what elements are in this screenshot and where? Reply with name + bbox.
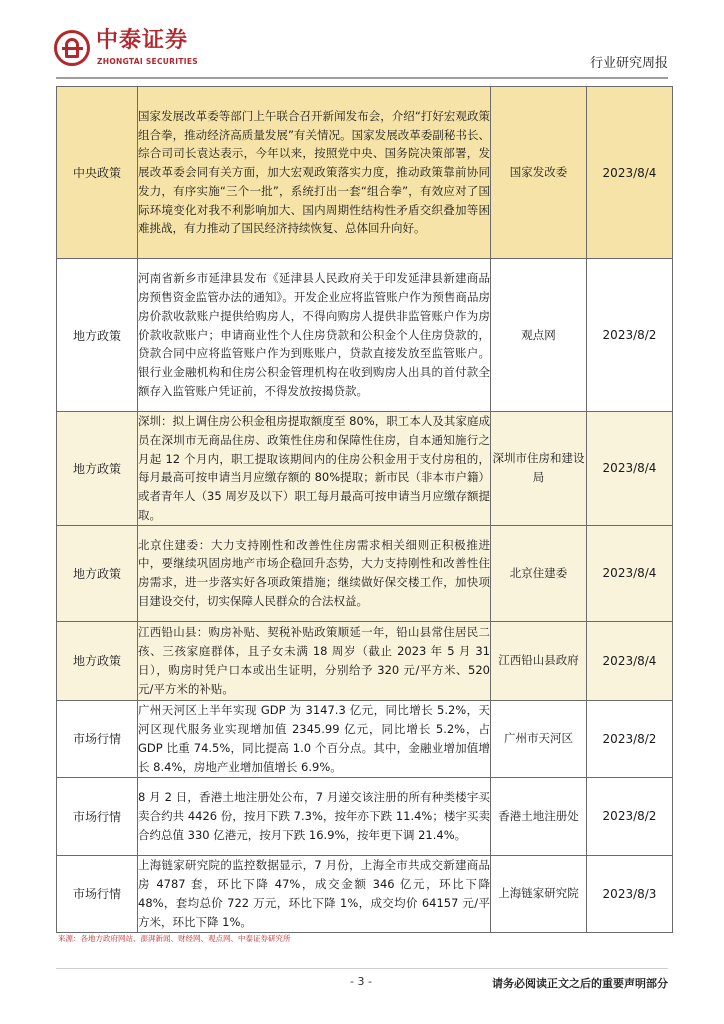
table-row <box>57 855 673 932</box>
date-cell: 2023/8/2 <box>587 777 673 855</box>
category-cell: 地方政策 <box>57 412 138 526</box>
source-note: 来源：各地方政府网站、澎湃新闻、财经网、观点网、中泰证券研究所 <box>58 934 291 943</box>
category-cell: 地方政策 <box>57 525 138 621</box>
content-cell: 上海链家研究院的监控数据显示，7 月份，上海全市共成交新建商品房 4787 套，环比下降 47%，成交金额 346 亿元，环比下降 48%，套均总价 722 万元，环比下降 1%，成交均价 64157 元/平方米，环比下降 1%。 <box>138 855 491 932</box>
table-row <box>57 700 673 777</box>
category-cell: 市场行情 <box>57 777 138 855</box>
category-cell: 市场行情 <box>57 700 138 777</box>
table-row <box>57 259 673 412</box>
date-cell: 2023/8/2 <box>587 700 673 777</box>
source-cell: 上海链家研究院 <box>491 855 587 932</box>
source-cell: 香港土地注册处 <box>491 777 587 855</box>
source-cell: 观点网 <box>491 259 587 412</box>
date-cell: 2023/8/3 <box>587 855 673 932</box>
source-cell: 北京住建委 <box>491 525 587 621</box>
source-cell: 江西铅山县政府 <box>491 621 587 700</box>
page-header <box>0 0 724 80</box>
content-cell: 广州天河区上半年实现 GDP 为 3147.3 亿元，同比增长 5.2%，天河区现代服务业实现增加值 2345.99 亿元，同比增长 5.2%，占 GDP 比重 74.5%，同比提高 1.0 个百分点。其中，金融业增加值增长 8.4%，房地产业增加值增长 6.9%。 <box>138 700 491 777</box>
page-number: - 3 - <box>350 975 372 988</box>
brand-name-en: ZHONGTAI SECURITIES <box>97 57 198 66</box>
category-cell: 地方政策 <box>57 621 138 700</box>
table-row <box>57 777 673 855</box>
table-row <box>57 87 673 259</box>
category-cell: 中央政策 <box>57 87 138 259</box>
zhongtai-logo-icon <box>54 30 90 66</box>
header-divider <box>56 77 668 79</box>
date-cell: 2023/8/4 <box>587 621 673 700</box>
disclaimer-text: 请务必阅读正文之后的重要声明部分 <box>492 977 668 990</box>
category-cell: 地方政策 <box>57 259 138 412</box>
date-cell: 2023/8/4 <box>587 412 673 526</box>
content-cell: 深圳：拟上调住房公积金租房提取额度至 80%，职工本人及其家庭成员在深圳市无商品住房、政策性住房和保障性住房，自本通知施行之月起 12 个月内，职工提取该期间内的住房公积金用于支付房租的，每月最高可按申请当月应缴存额的 80%提取；新市民（非本市户籍）或者青年人（35 周岁及以下）职工每月最高可按申请当月应缴存额提取。 <box>138 412 491 526</box>
source-cell: 广州市天河区 <box>491 700 587 777</box>
brand-name-cn: 中泰证券 <box>96 28 189 53</box>
content-cell: 河南省新乡市延津县发布《延津县人民政府关于印发延津县新建商品房预售资金监管办法的通知》。开发企业应将监管账户作为预售商品房房价款收款账户提供给购房人，不得向购房人提供非监管账户作为房价款收款账户；申请商业性个人住房贷款和公积金个人住房贷款的，贷款合同中应将监管账户作为到账账户，贷款直接发放至监管账户。银行业金融机构和住房公积金管理机构在收到购房人出具的首付款全额存入监管账户凭证前，不得发放按揭贷款。 <box>138 259 491 412</box>
date-cell: 2023/8/4 <box>587 525 673 621</box>
table-row <box>57 621 673 700</box>
content-cell: 北京住建委：大力支持刚性和改善性住房需求相关细则正积极推进中，要继续巩固房地产市场企稳回升态势，大力支持刚性和改善性住房需求，进一步落实好各项政策措施；继续做好保交楼工作，加快项目建设交付，切实保障人民群众的合法权益。 <box>138 525 491 621</box>
content-cell: 江西铅山县：购房补贴、契税补贴政策顺延一年，铅山县常住居民二孩、三孩家庭群体，且子女未满 18 周岁（截止 2023 年 5 月 31 日），购房时凭户口本或出生证明，分别给予 320 元/平方米、520 元/平方米的补贴。 <box>138 621 491 700</box>
table-row <box>57 412 673 526</box>
source-cell: 深圳市住房和建设局 <box>491 412 587 526</box>
table-row <box>57 525 673 621</box>
date-cell: 2023/8/4 <box>587 87 673 259</box>
policy-news-table <box>56 86 673 933</box>
report-type-label: 行业研究周报 <box>589 56 668 71</box>
category-cell: 市场行情 <box>57 855 138 932</box>
footer-divider <box>56 968 668 969</box>
content-cell: 8 月 2 日，香港土地注册处公布，7 月递交该注册的所有种类楼宇买卖合约共 4426 份，按月下跌 7.3%，按年亦下跌 11.4%；楼宇买卖合约总值 330 亿港元，按月下跌 16.9%，按年更下调 21.4%。 <box>138 777 491 855</box>
date-cell: 2023/8/2 <box>587 259 673 412</box>
content-cell: 国家发展改革委等部门上午联合召开新闻发布会，介绍“打好宏观政策组合拳，推动经济高质量发展”有关情况。国家发展改革委副秘书长、综合司司长袁达表示，今年以来，按照党中央、国务院决策部署，发展改革委会同有关方面，加大宏观政策落实力度，推动政策靠前协同发力，有序实施“三个一批”，系统打出一套“组合拳”，有效应对了国际环境变化对我不利影响加大、国内周期性结构性矛盾交织叠加等困难挑战，有力推动了国民经济持续恢复、总体回升向好。 <box>138 87 491 259</box>
source-cell: 国家发改委 <box>491 87 587 259</box>
